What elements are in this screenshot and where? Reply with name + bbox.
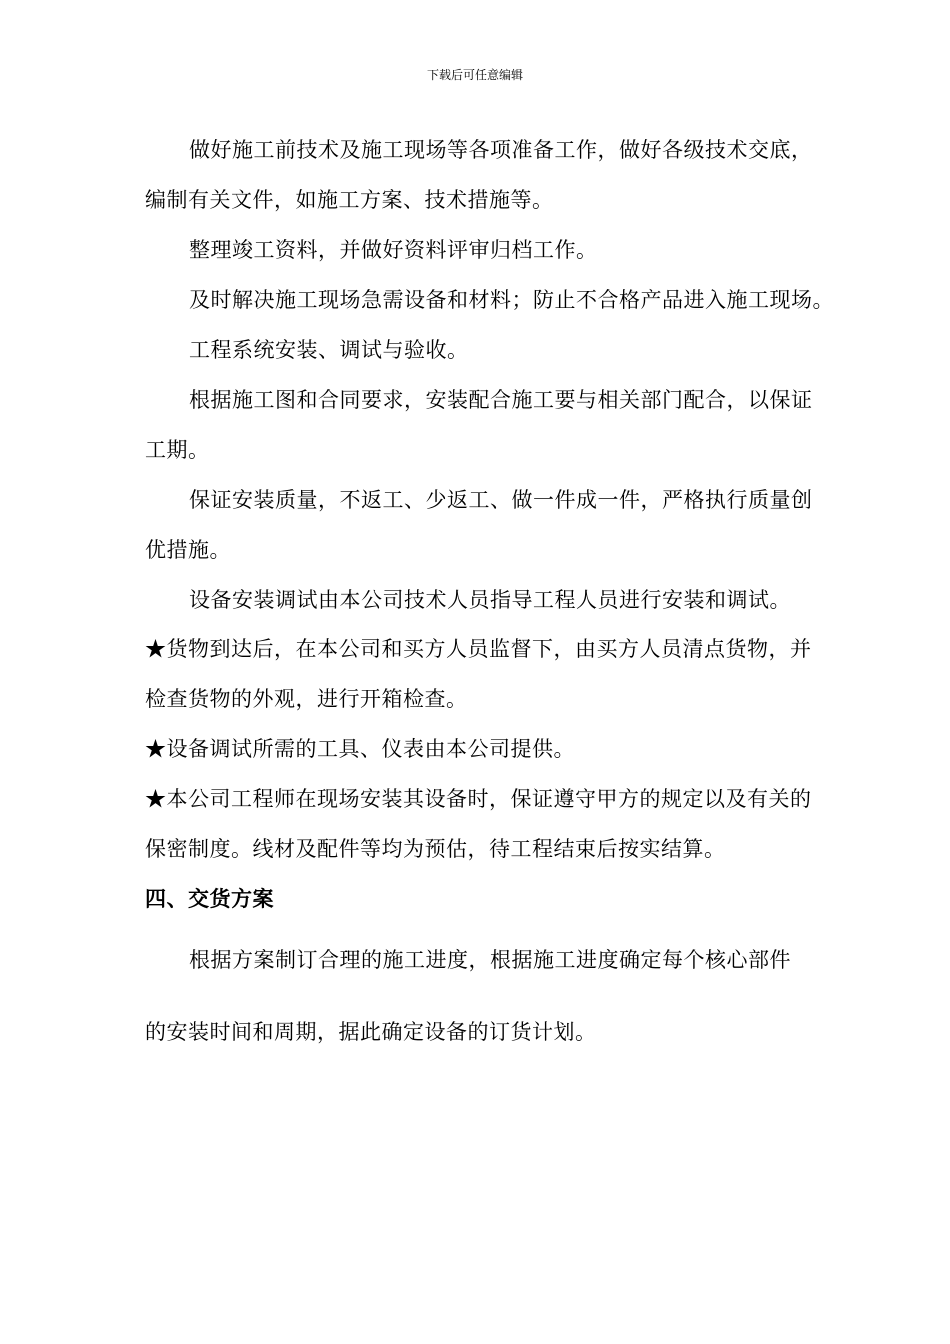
paragraph-line: 工期。 — [145, 438, 210, 462]
paragraph-line: 根据方案制订合理的施工进度，根据施工进度确定每个核心部件 — [189, 948, 791, 972]
paragraph-line: 保密制度。线材及配件等均为预估，待工程结束后按实结算。 — [145, 837, 726, 861]
bullet-line: ★本公司工程师在现场安装其设备时，保证遵守甲方的规定以及有关的 — [145, 787, 812, 811]
paragraph-line: 及时解决施工现场急需设备和材料；防止不合格产品进入施工现场。 — [189, 288, 834, 312]
paragraph-line: 的安装时间和周期，据此确定设备的订货计划。 — [145, 1020, 597, 1044]
section-heading: 四、交货方案 — [145, 887, 274, 911]
paragraph-line: 检查货物的外观，进行开箱检查。 — [145, 687, 468, 711]
bullet-line: ★设备调试所需的工具、仪表由本公司提供。 — [145, 737, 575, 761]
paragraph-line: 优措施。 — [145, 538, 231, 562]
page-header: 下载后可任意编辑 — [426, 68, 523, 82]
paragraph-line: 整理竣工资料，并做好资料评审归档工作。 — [189, 238, 598, 262]
paragraph-line: 编制有关文件，如施工方案、技术措施等。 — [145, 188, 554, 212]
paragraph-line: 根据施工图和合同要求，安装配合施工要与相关部门配合，以保证 — [189, 388, 813, 412]
bullet-line: ★货物到达后，在本公司和买方人员监督下，由买方人员清点货物，并 — [145, 637, 812, 661]
paragraph-line: 设备安装调试由本公司技术人员指导工程人员进行安装和调试。 — [189, 588, 791, 612]
paragraph-line: 做好施工前技术及施工现场等各项准备工作，做好各级技术交底， — [189, 138, 813, 162]
paragraph-line: 保证安装质量，不返工、少返工、做一件成一件，严格执行质量创 — [189, 488, 813, 512]
paragraph-line: 工程系统安装、调试与验收。 — [189, 338, 469, 362]
